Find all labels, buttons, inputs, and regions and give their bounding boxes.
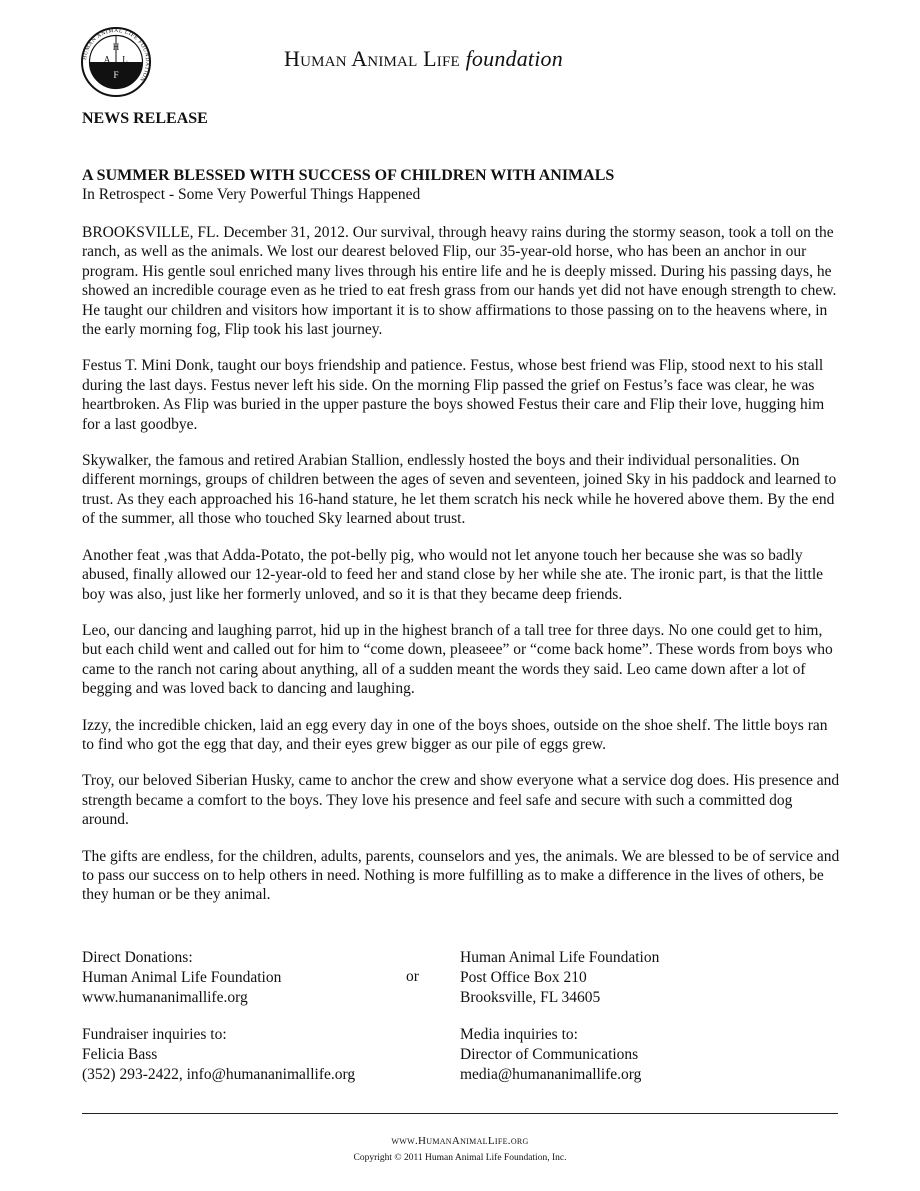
fundraiser-block: [82, 1025, 355, 1085]
fundraiser-phone-email[interactable]: (352) 293-2422, info@humananimallife.org: [82, 1066, 356, 1083]
organization-title: [284, 46, 563, 72]
paragraph: Leo, our dancing and laughing parrot, hid up in the highest branch of a tall tree for three days. No one could get to him, but each child went and called out for him to “come down, pleaseee” or “come back home”. These words from boys who came to the ranch not caring about anything, all of a sudden meant the words they said. Leo came down after a lot of begging and was loved back to dancing and laughing.: [82, 621, 833, 698]
organization-suffix: foundation: [465, 46, 563, 71]
logo-ring-text: HUMAN ANIMAL LIFE FOUNDATION: [82, 27, 151, 83]
footer-website[interactable]: www.HumanAnimalLife.org: [391, 1135, 529, 1147]
footer-divider: [82, 1113, 838, 1114]
foundation-logo: [80, 26, 152, 98]
paragraph: Another feat ,was that Adda-Potato, the pot-belly pig, who would not let anyone touch her because she was so badly abused, finally allowed our 12-year-old to feed her and stand close by her while she ate. The ironic part, is that the little boy was also, just like her formerly unloved, and so it is that they became deep friends.: [82, 546, 824, 603]
mailing-po-box: Post Office Box 210: [460, 969, 587, 986]
subheadline: In Retrospect - Some Very Powerful Things Happened: [82, 186, 421, 203]
paragraph: Izzy, the incredible chicken, laid an egg every day in one of the boys shoes, outside on the shoe shelf. The little boys ran to find who got the egg that day, and their eyes grew bigger as our pile of eggs grew.: [82, 716, 828, 753]
fundraiser-heading: Fundraiser inquiries to:: [82, 1026, 227, 1043]
donations-right-block: [460, 948, 659, 1008]
media-contact: Director of Communications: [460, 1046, 639, 1063]
organization-name: Human Animal Life: [284, 46, 460, 71]
paragraph: BROOKSVILLE, FL. December 31, 2012. Our survival, through heavy rains during the stormy season, took a toll on the ranch, as well as the animals. We lost our dearest beloved Flip, our 35-year-old horse, who has been an anchor in our program. His gentle soul enriched many lives through his entire life and he is deeply missed. During his passing days, he showed an incredible courage even as he tried to eat fresh grass from our hands yet did not have enough strength to chew. He taught our children and visitors how important it is to show affirmations to those passing on to the heavens where, in the early morning fog, Flip took his last journey.: [82, 224, 837, 339]
media-block: [460, 1025, 641, 1085]
headline: A SUMMER BLESSED WITH SUCCESS OF CHILDREN WITH ANIMALS: [82, 167, 615, 184]
donations-website[interactable]: www.humananimallife.org: [82, 989, 248, 1006]
paragraph: The gifts are endless, for the children, adults, parents, counselors and yes, the animals. We are blessed to be of service and to pass our success on to help others in need. Nothing is more fulfilling as to make a difference in the lives of others, be they human or be they animal.: [82, 847, 840, 904]
media-heading: Media inquiries to:: [460, 1026, 578, 1043]
footer-copyright: Copyright © 2011 Human Animal Life Foundation, Inc.: [353, 1153, 567, 1163]
news-release-label: NEWS RELEASE: [82, 110, 208, 127]
donations-left-block: [82, 948, 281, 1008]
logo-letter: H: [112, 42, 120, 52]
logo-letter: F: [113, 70, 119, 80]
donations-org: Human Animal Life Foundation: [82, 969, 282, 986]
mailing-org: Human Animal Life Foundation: [460, 949, 660, 966]
donations-heading: Direct Donations:: [82, 949, 193, 966]
logo-letter: A: [103, 54, 111, 65]
media-email[interactable]: media@humananimallife.org: [460, 1066, 642, 1083]
article-body: [82, 223, 842, 922]
or-separator: or: [406, 968, 419, 985]
mailing-city: Brooksville, FL 34605: [460, 989, 601, 1006]
paragraph: Festus T. Mini Donk, taught our boys friendship and patience. Festus, whose best friend was Flip, stood next to his stall during the last days. Festus never left his side. On the morning Flip passed the grief on Festus’s face was clear, he was heartbroken. As Flip was buried in the upper pasture the boys showed Festus their care and Flip their love, hugging him for a last goodbye.: [82, 357, 825, 433]
paragraph: Troy, our beloved Siberian Husky, came to anchor the crew and show everyone what a service dog does. His presence and strength became a comfort to the boys. They love his presence and feel safe and secure with such a committed dog around.: [82, 772, 840, 829]
paragraph: Skywalker, the famous and retired Arabian Stallion, endlessly hosted the boys and their individual personalities. On different mornings, groups of children between the ages of seven and seventeen, joined Sky in his paddock and learned to trust. As they each approached his 16-hand stature, he let them scratch his neck while he hovered above them. By the end of the summer, all those who touched Sky learned about trust.: [82, 452, 837, 528]
logo-letter: L: [122, 54, 128, 65]
fundraiser-contact: Felicia Bass: [82, 1046, 158, 1063]
